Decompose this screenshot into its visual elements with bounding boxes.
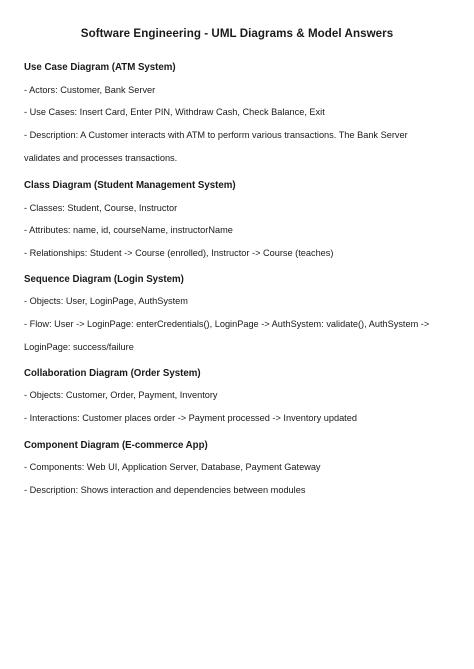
section-line: - Interactions: Customer places order -> Payment processed -> Inventory updated <box>24 413 357 423</box>
section-heading-use-case: Use Case Diagram (ATM System) <box>24 62 176 73</box>
section-heading-class: Class Diagram (Student Management System) <box>24 180 236 191</box>
section-line: - Classes: Student, Course, Instructor <box>24 203 178 213</box>
section-line: - Description: Shows interaction and dependencies between modules <box>24 485 306 495</box>
section-line: - Relationships: Student -> Course (enrolled), Instructor -> Course (teaches) <box>24 248 334 258</box>
section-line: - Attributes: name, id, courseName, instructorName <box>24 225 233 235</box>
section-heading-sequence: Sequence Diagram (Login System) <box>24 274 184 285</box>
section-line: - Description: A Customer interacts with ATM to perform various transactions. The Bank Server <box>24 130 408 140</box>
section-line: - Flow: User -> LoginPage: enterCredentials(), LoginPage -> AuthSystem: validate(), AuthSystem -> <box>24 319 430 329</box>
section-heading-component: Component Diagram (E-commerce App) <box>24 440 208 451</box>
section-line: - Components: Web UI, Application Server, Database, Payment Gateway <box>24 462 321 472</box>
section-line: - Objects: User, LoginPage, AuthSystem <box>24 296 188 306</box>
section-line: - Objects: Customer, Order, Payment, Inventory <box>24 390 218 400</box>
section-line: - Use Cases: Insert Card, Enter PIN, Withdraw Cash, Check Balance, Exit <box>24 107 325 117</box>
document-title: Software Engineering - UML Diagrams & Model Answers <box>80 27 394 40</box>
section-line: validates and processes transactions. <box>24 153 178 163</box>
section-line: LoginPage: success/failure <box>24 342 134 352</box>
section-line: - Actors: Customer, Bank Server <box>24 85 156 95</box>
section-heading-collaboration: Collaboration Diagram (Order System) <box>24 368 201 379</box>
